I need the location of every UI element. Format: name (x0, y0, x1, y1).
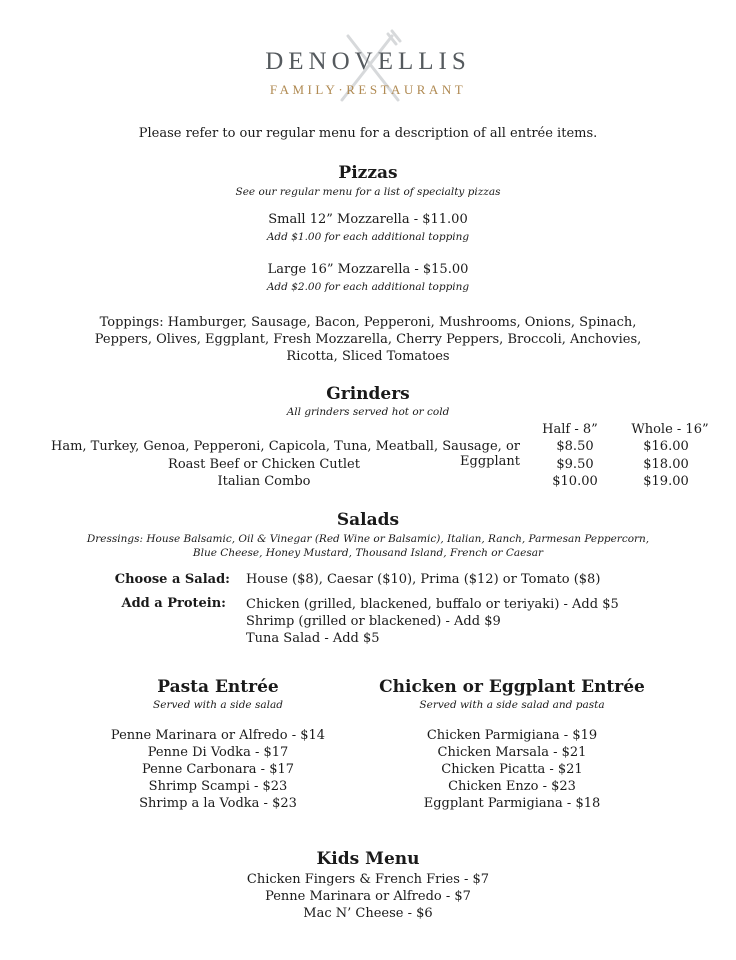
pizza-toppings (0, 314, 736, 365)
grinder-row-whole: $16.00 (643, 439, 689, 454)
kids-heading: Kids Menu (316, 849, 420, 869)
toppings-line: Ricotta, Sliced Tomatoes (286, 349, 450, 364)
choose-salad-label: Choose a Salad: (114, 572, 230, 587)
kids-items (0, 871, 736, 922)
restaurant-name: DENOVELLIS (265, 48, 471, 75)
menu-item: Chicken Enzo - $23 (448, 779, 576, 794)
pasta-note: Served with a side salad (153, 699, 283, 711)
pizza-small-note: Add $1.00 for each additional topping (266, 231, 470, 243)
menu-item: Penne Carbonara - $17 (141, 762, 295, 777)
grinder-row-half: $10.00 (552, 474, 598, 489)
chicken-items (362, 727, 662, 812)
protein-line: Shrimp (grilled or blackened) - Add $9 (246, 614, 501, 629)
grinder-row-half: $8.50 (556, 439, 594, 454)
add-protein-label: Add a Protein: (121, 596, 226, 611)
col-half-header: Half - 8” (542, 422, 598, 437)
pizza-large: Large 16” Mozzarella - $15.00 (267, 262, 469, 277)
menu-item: Penne Marinara or Alfredo - $7 (265, 889, 471, 904)
menu-item: Eggplant Parmigiana - $18 (423, 796, 601, 811)
chicken-note: Served with a side salad and pasta (419, 699, 605, 711)
menu-item: Chicken Marsala - $21 (437, 745, 587, 760)
grinder-row-whole: $19.00 (643, 474, 689, 489)
salads-heading: Salads (336, 510, 400, 530)
menu-item: Shrimp a la Vodka - $23 (139, 796, 297, 811)
grinder-row-half: $9.50 (556, 457, 594, 472)
menu-item: Chicken Fingers & French Fries - $7 (246, 872, 490, 887)
grinder-row-name: Italian Combo (217, 474, 311, 489)
menu-item: Penne Marinara or Alfredo - $14 (110, 728, 326, 743)
protein-line: Tuna Salad - Add $5 (246, 631, 380, 646)
dressings-line: Dressings: House Balsamic, Oil & Vinegar (Red Wine or Balsamic), Italian, Ranch, Parmesan Peppercorn, (86, 533, 650, 545)
dressings-line: Blue Cheese, Honey Mustard, Thousand Island, French or Caesar (192, 547, 544, 559)
menu-item: Mac N’ Cheese - $6 (303, 906, 433, 921)
chicken-heading: Chicken or Eggplant Entrée (379, 677, 645, 697)
grinders-note: All grinders served hot or cold (286, 406, 450, 418)
pizza-small: Small 12” Mozzarella - $11.00 (268, 212, 468, 227)
pizzas-heading: Pizzas (338, 163, 398, 183)
intro-text: Please refer to our regular menu for a description of all entrée items. (138, 126, 598, 141)
pasta-items (68, 727, 368, 812)
menu-item: Chicken Parmigiana - $19 (426, 728, 598, 743)
protein-options (246, 596, 619, 647)
pasta-heading: Pasta Entrée (157, 677, 279, 697)
pizzas-note: See our regular menu for a list of specialty pizzas (235, 186, 501, 198)
restaurant-tagline: FAMILY·RESTAURANT (269, 82, 467, 97)
grinder-row-name: Ham, Turkey, Genoa, Pepperoni, Capicola, Tuna, Meatball, Sausage, or Eggplant (50, 439, 520, 469)
protein-line: Chicken (grilled, blackened, buffalo or teriyaki) - Add $5 (246, 597, 619, 612)
col-whole-header: Whole - 16” (631, 422, 709, 437)
pizza-large-note: Add $2.00 for each additional topping (266, 281, 470, 293)
menu-item: Shrimp Scampi - $23 (148, 779, 288, 794)
salad-dressings (0, 532, 736, 560)
toppings-line: Peppers, Olives, Eggplant, Fresh Mozzarella, Cherry Peppers, Broccoli, Anchovies, (94, 332, 642, 347)
grinder-row-name: Roast Beef or Chicken Cutlet (168, 457, 360, 472)
menu-item: Penne Di Vodka - $17 (147, 745, 289, 760)
grinder-row-whole: $18.00 (643, 457, 689, 472)
menu-item: Chicken Picatta - $21 (441, 762, 583, 777)
grinders-heading: Grinders (326, 384, 410, 404)
toppings-line: Toppings: Hamburger, Sausage, Bacon, Pepperoni, Mushrooms, Onions, Spinach, (99, 315, 637, 330)
choose-salad-options: House ($8), Caesar ($10), Prima ($12) or Tomato ($8) (246, 572, 601, 587)
